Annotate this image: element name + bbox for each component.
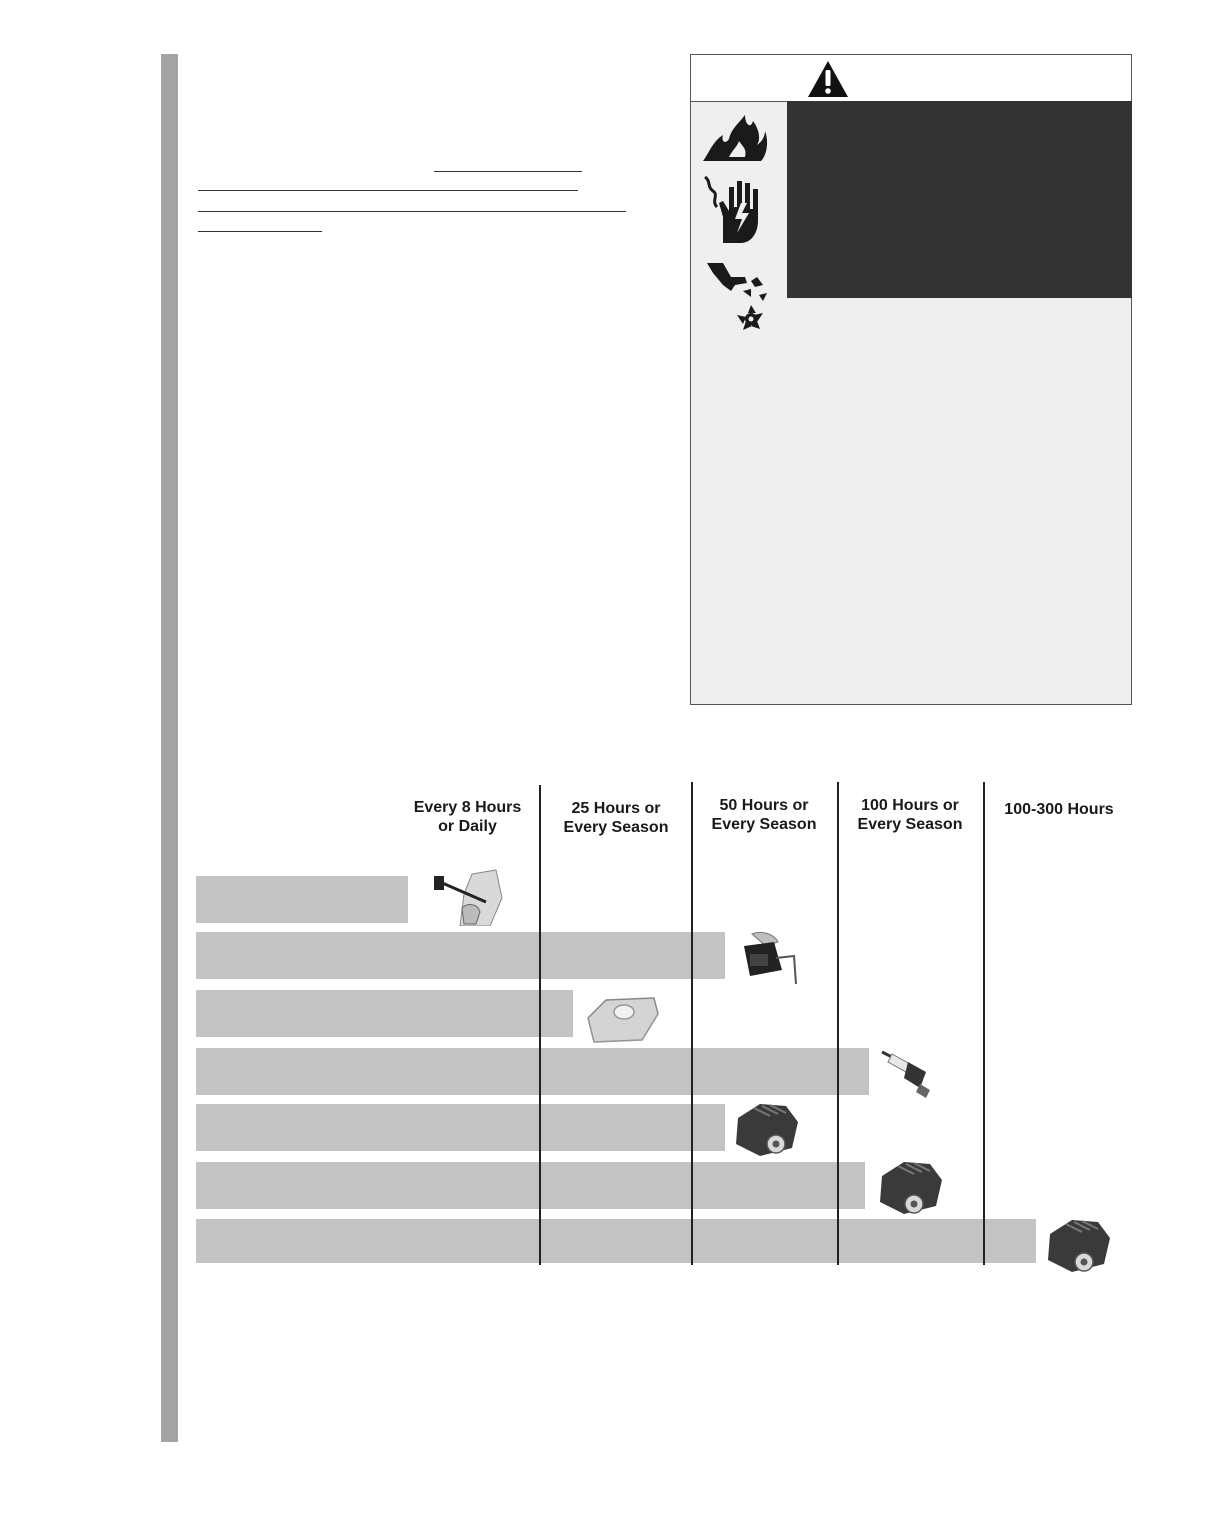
task-bar-100-hours [196,1048,869,1095]
oil-jug-icon [738,930,802,986]
warning-text-panel [787,101,1132,298]
column-header-25-hours: 25 Hours or Every Season [563,800,669,836]
task-bar-50-hours [196,1104,725,1151]
column-header-100-hours: 100 Hours or Every Season [857,797,963,833]
engine-icon [730,1096,802,1162]
blank-line [434,171,582,172]
moving-parts-hand-icon [705,259,773,335]
side-margin-bar [161,54,178,1442]
spark-plug-icon [876,1044,936,1100]
column-divider [691,782,693,1265]
column-divider [983,782,985,1265]
warning-header [691,55,1131,102]
column-header-100-300-hours: 100-300 Hours [1004,801,1114,818]
air-filter-icon [584,994,662,1046]
column-divider [837,782,839,1265]
task-bar-100-300-hours [196,1219,1036,1263]
blank-line [198,190,578,191]
engine-icon [874,1154,946,1220]
task-bar-25-hours [196,990,573,1037]
engine-icon [1042,1212,1114,1278]
column-header-every-8-hours: Every 8 Hours or Daily [413,799,522,835]
task-bar-every-8-hours [196,876,408,923]
task-bar-100-hours [196,1162,865,1209]
fire-hazard-icon [701,111,769,163]
column-header-50-hours: 50 Hours or Every Season [711,797,817,833]
blank-line [198,231,322,232]
oil-dipstick-icon [430,868,506,926]
warning-triangle-icon [806,59,850,99]
warning-box [690,54,1132,705]
blank-line [198,211,626,212]
task-bar-50-hours [196,932,725,979]
electric-shock-hand-icon [701,173,763,245]
column-divider [539,785,541,1265]
